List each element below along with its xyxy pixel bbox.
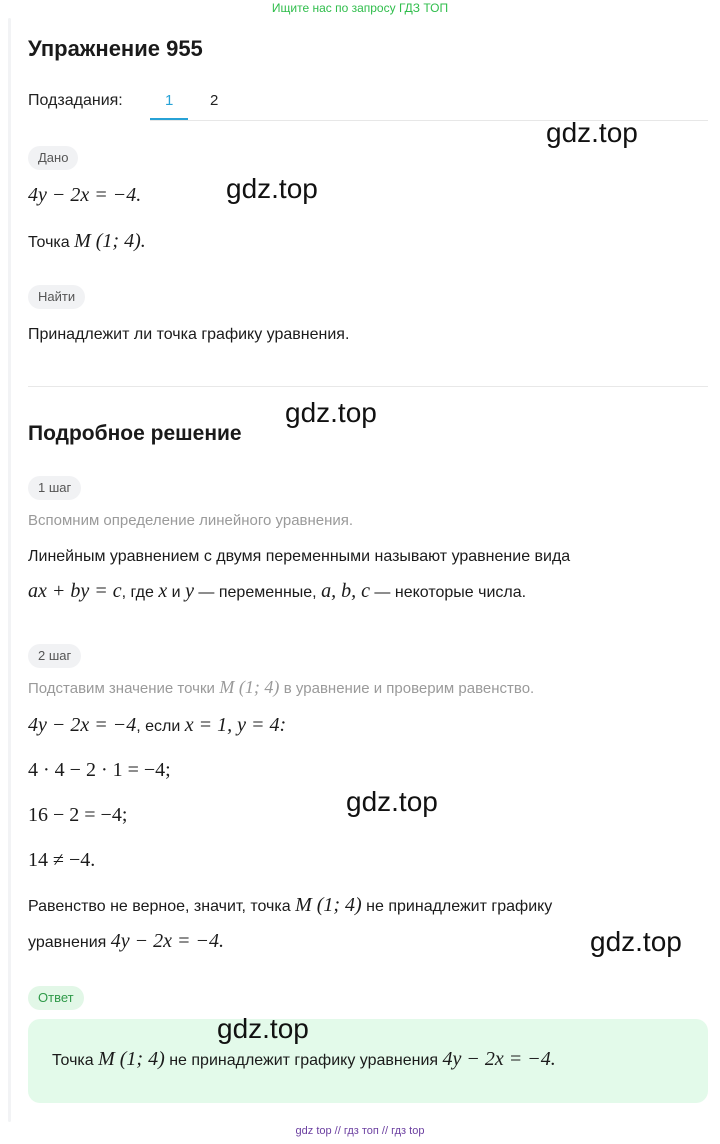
answer-text xyxy=(52,1048,556,1071)
point-math: M (1; 4) xyxy=(295,894,362,916)
equation-math: 4y − 2x = −4 xyxy=(28,714,137,736)
text-fragment: Точка xyxy=(52,1052,94,1069)
general-equation: ax + by = c xyxy=(28,580,122,602)
side-divider xyxy=(8,18,11,1122)
text-fragment: — некоторые числа. xyxy=(374,584,527,601)
coefficients: a, b, c xyxy=(321,580,370,602)
page-title: Упражнение 955 xyxy=(28,36,203,61)
text-fragment: не принадлежит графику xyxy=(366,898,553,915)
given-equation: 4y − 2x = −4. xyxy=(28,184,142,206)
hint-fragment: Подставим значение точки xyxy=(28,680,215,697)
tab-subtask-2[interactable]: 2 xyxy=(210,92,219,109)
watermark: gdz.top xyxy=(285,397,377,428)
text-fragment: , если xyxy=(136,718,181,735)
footer-links[interactable]: gdz top // гдз топ // гдз top xyxy=(295,1125,425,1137)
conclusion-line2 xyxy=(28,930,224,953)
given-point-math: M (1; 4). xyxy=(74,230,146,252)
var-y: y xyxy=(185,580,194,602)
equation-math: 4y − 2x = −4. xyxy=(442,1048,556,1070)
text-fragment: — переменные, xyxy=(198,584,317,601)
watermark: gdz.top xyxy=(346,786,438,817)
text-fragment: не принадлежит графику уравнения xyxy=(169,1052,439,1069)
substitution-line xyxy=(28,714,286,737)
watermark: gdz.top xyxy=(226,173,318,204)
calc-line-2: 16 − 2 = −4; xyxy=(28,804,128,826)
calc-line-1: 4 · 4 − 2 · 1 = −4; xyxy=(28,759,171,781)
top-promo-link[interactable]: Ищите нас по запросу ГДЗ ТОП xyxy=(271,1,449,15)
tab-subtask-1[interactable]: 1 xyxy=(165,92,174,109)
given-point xyxy=(28,230,146,253)
watermark: gdz.top xyxy=(217,1013,309,1044)
text-fragment: Равенство не верное, значит, точка xyxy=(28,898,291,915)
text-fragment: уравнения xyxy=(28,934,107,951)
section-divider xyxy=(28,386,708,387)
step1-definition-line1: Линейным уравнением с двумя переменными называют уравнение вида xyxy=(28,548,571,565)
hint-point-math: M (1; 4) xyxy=(219,677,280,697)
calc-line-3: 14 ≠ −4. xyxy=(28,849,96,871)
var-x: x xyxy=(158,580,168,602)
step1-badge: 1 шаг xyxy=(28,476,81,500)
watermark: gdz.top xyxy=(590,926,682,957)
active-tab-indicator xyxy=(150,118,188,120)
equation-math: 4y − 2x = −4. xyxy=(110,930,224,952)
find-text: Принадлежит ли точка графику уравнения. xyxy=(28,326,350,343)
find-badge: Найти xyxy=(28,285,85,309)
step2-badge: 2 шаг xyxy=(28,644,81,668)
text-fragment: и xyxy=(171,584,181,601)
subtasks-label: Подзадания: xyxy=(28,92,123,109)
conclusion-line1 xyxy=(28,894,552,917)
substitution-values: x = 1, y = 4: xyxy=(184,714,287,736)
step2-hint xyxy=(28,677,534,698)
point-math: M (1; 4) xyxy=(98,1048,165,1070)
solution-heading: Подробное решение xyxy=(28,422,242,445)
answer-badge: Ответ xyxy=(28,986,84,1010)
text-fragment: , где xyxy=(121,584,154,601)
given-point-label: Точка xyxy=(28,234,70,251)
watermark: gdz.top xyxy=(546,117,638,148)
step1-definition-line2 xyxy=(28,580,526,603)
step1-hint: Вспомним определение линейного уравнения. xyxy=(28,512,354,529)
hint-fragment: в уравнение и проверим равенство. xyxy=(283,680,535,697)
given-badge: Дано xyxy=(28,146,78,170)
